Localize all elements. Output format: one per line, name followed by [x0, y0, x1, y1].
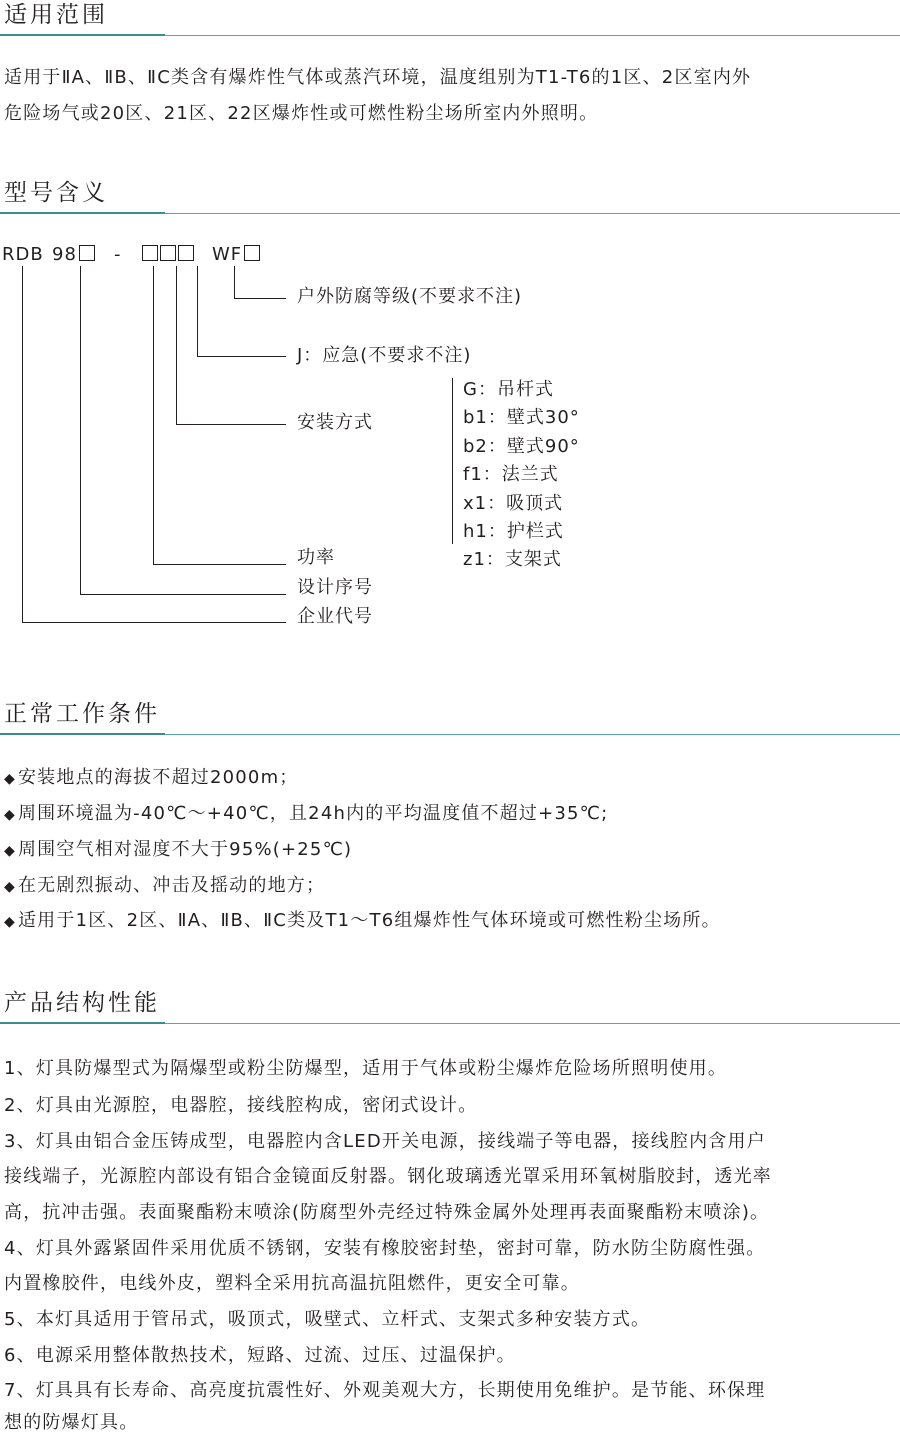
line-power-h: [153, 564, 286, 565]
line-emergency-h: [197, 356, 286, 357]
line-emergency-v: [197, 266, 198, 356]
code-series-box: [79, 245, 95, 261]
code-boxes: [142, 243, 194, 267]
code-box-power: [142, 245, 158, 261]
condition-item: [4, 766, 299, 791]
code-box-install: [160, 245, 176, 261]
code-box-emergency: [178, 245, 194, 261]
code-prefix: RDB: [2, 244, 44, 265]
code-series: [52, 243, 95, 267]
scope-rule-accent: [0, 34, 165, 36]
structure-line: 5、本灯具适用于管吊式，吸顶式，吸壁式、立杆式、支架式多种安装方式。: [4, 1309, 651, 1330]
install-option: h1：护栏式: [463, 521, 564, 542]
label-power: 功率: [297, 547, 335, 568]
code-dash: -: [114, 244, 122, 265]
line-anticorrosion-v: [234, 266, 235, 298]
diamond-bullet-icon: ◆: [4, 843, 16, 859]
structure-line: 接线端子，光源腔内部设有铝合金镜面反射器。钢化玻璃透光罩采用环氧树脂胶封，透光率: [4, 1166, 772, 1187]
conditions-rule-accent: [0, 733, 165, 735]
label-serial: 设计序号: [297, 577, 373, 598]
diamond-bullet-icon: ◆: [4, 879, 16, 895]
diamond-bullet-icon: ◆: [4, 914, 16, 930]
structure-line: 2、灯具由光源腔，电器腔，接线腔构成，密闭式设计。: [4, 1095, 478, 1116]
line-install-v: [176, 266, 177, 424]
install-option: b1：壁式30°: [463, 407, 580, 428]
structure-line: 4、灯具外露紧固件采用优质不锈钢，安装有橡胶密封垫，密封可靠，防水防尘防腐性强。: [4, 1238, 766, 1259]
model-heading: 型号含义: [4, 180, 108, 206]
line-install-h: [176, 424, 286, 425]
install-option: f1：法兰式: [463, 464, 559, 485]
line-anticorrosion-h: [234, 298, 286, 299]
structure-rule-accent: [0, 1022, 165, 1024]
code-wf-text: WF: [212, 244, 243, 265]
condition-text: 周围环境温为-40℃～+40℃，且24h内的平均温度值不超过+35℃;: [17, 803, 609, 824]
structure-line: 高，抗冲击强。表面聚酯粉末喷涂(防腐型外壳经过特殊金属外处理再表面聚酯粉末喷涂)。: [4, 1202, 770, 1223]
install-option: b2：壁式90°: [463, 436, 580, 457]
code-series-text: 98: [52, 244, 77, 265]
condition-item: [4, 838, 352, 863]
install-option: G：吊杆式: [463, 379, 554, 400]
label-anticorrosion: 户外防腐等级(不要求不注): [297, 286, 523, 307]
diamond-bullet-icon: ◆: [4, 807, 16, 823]
model-rule-accent: [0, 212, 165, 214]
condition-text: 适用于1区、2区、ⅡA、ⅡB、ⅡC类及T1～T6组爆炸性气体环境或可燃性粉尘场所。: [17, 910, 721, 931]
condition-item: [4, 874, 325, 899]
label-install: 安装方式: [297, 412, 373, 433]
condition-text: 安装地点的海拔不超过2000m；: [17, 767, 299, 788]
structure-line: 3、灯具由铝合金压铸成型，电器腔内含LED开关电源，接线端子等电器，接线腔内含用户: [4, 1131, 766, 1152]
line-power-v: [153, 266, 154, 564]
line-company-v: [22, 266, 23, 622]
code-wf-box: [244, 245, 260, 261]
scope-line-1: 适用于ⅡA、ⅡB、ⅡC类含有爆炸性气体或蒸汽环境，温度组别为T1-T6的1区、2区室内外: [4, 67, 752, 88]
structure-line: 1、灯具防爆型式为隔爆型或粉尘防爆型，适用于气体或粉尘爆炸危险场所照明使用。: [4, 1058, 728, 1079]
install-options-divider: [452, 378, 453, 544]
structure-line: 想的防爆灯具。: [4, 1412, 139, 1433]
structure-heading: 产品结构性能: [4, 990, 160, 1016]
install-option: x1：吸顶式: [463, 493, 564, 514]
line-company-h: [22, 622, 286, 623]
label-company: 企业代号: [297, 606, 373, 627]
label-emergency: J：应急(不要求不注): [297, 345, 472, 366]
condition-text: 在无剧烈振动、冲击及摇动的地方；: [17, 875, 326, 896]
diamond-bullet-icon: ◆: [4, 771, 16, 787]
scope-line-2: 危险场气或20区、21区、22区爆炸性或可燃性粉尘场所室内外照明。: [4, 103, 599, 124]
code-wf: [212, 243, 260, 267]
line-serial-h: [80, 594, 286, 595]
structure-line: 6、电源采用整体散热技术，短路、过流、过压、过温保护。: [4, 1345, 516, 1366]
conditions-heading: 正常工作条件: [4, 701, 160, 727]
condition-item: [4, 909, 721, 934]
condition-item: [4, 802, 608, 827]
scope-heading: 适用范围: [4, 2, 108, 28]
condition-text: 周围空气相对湿度不大于95%(+25℃): [17, 839, 353, 860]
line-serial-v: [80, 266, 81, 594]
install-option: z1：支架式: [463, 549, 562, 570]
structure-line: 内置橡胶件，电线外皮，塑料全采用抗高温抗阻燃件，更安全可靠。: [4, 1273, 580, 1294]
structure-line: 7、灯具具有长寿命、高亮度抗震性好、外观美观大方，长期使用免维护。是节能、环保理: [4, 1380, 766, 1401]
